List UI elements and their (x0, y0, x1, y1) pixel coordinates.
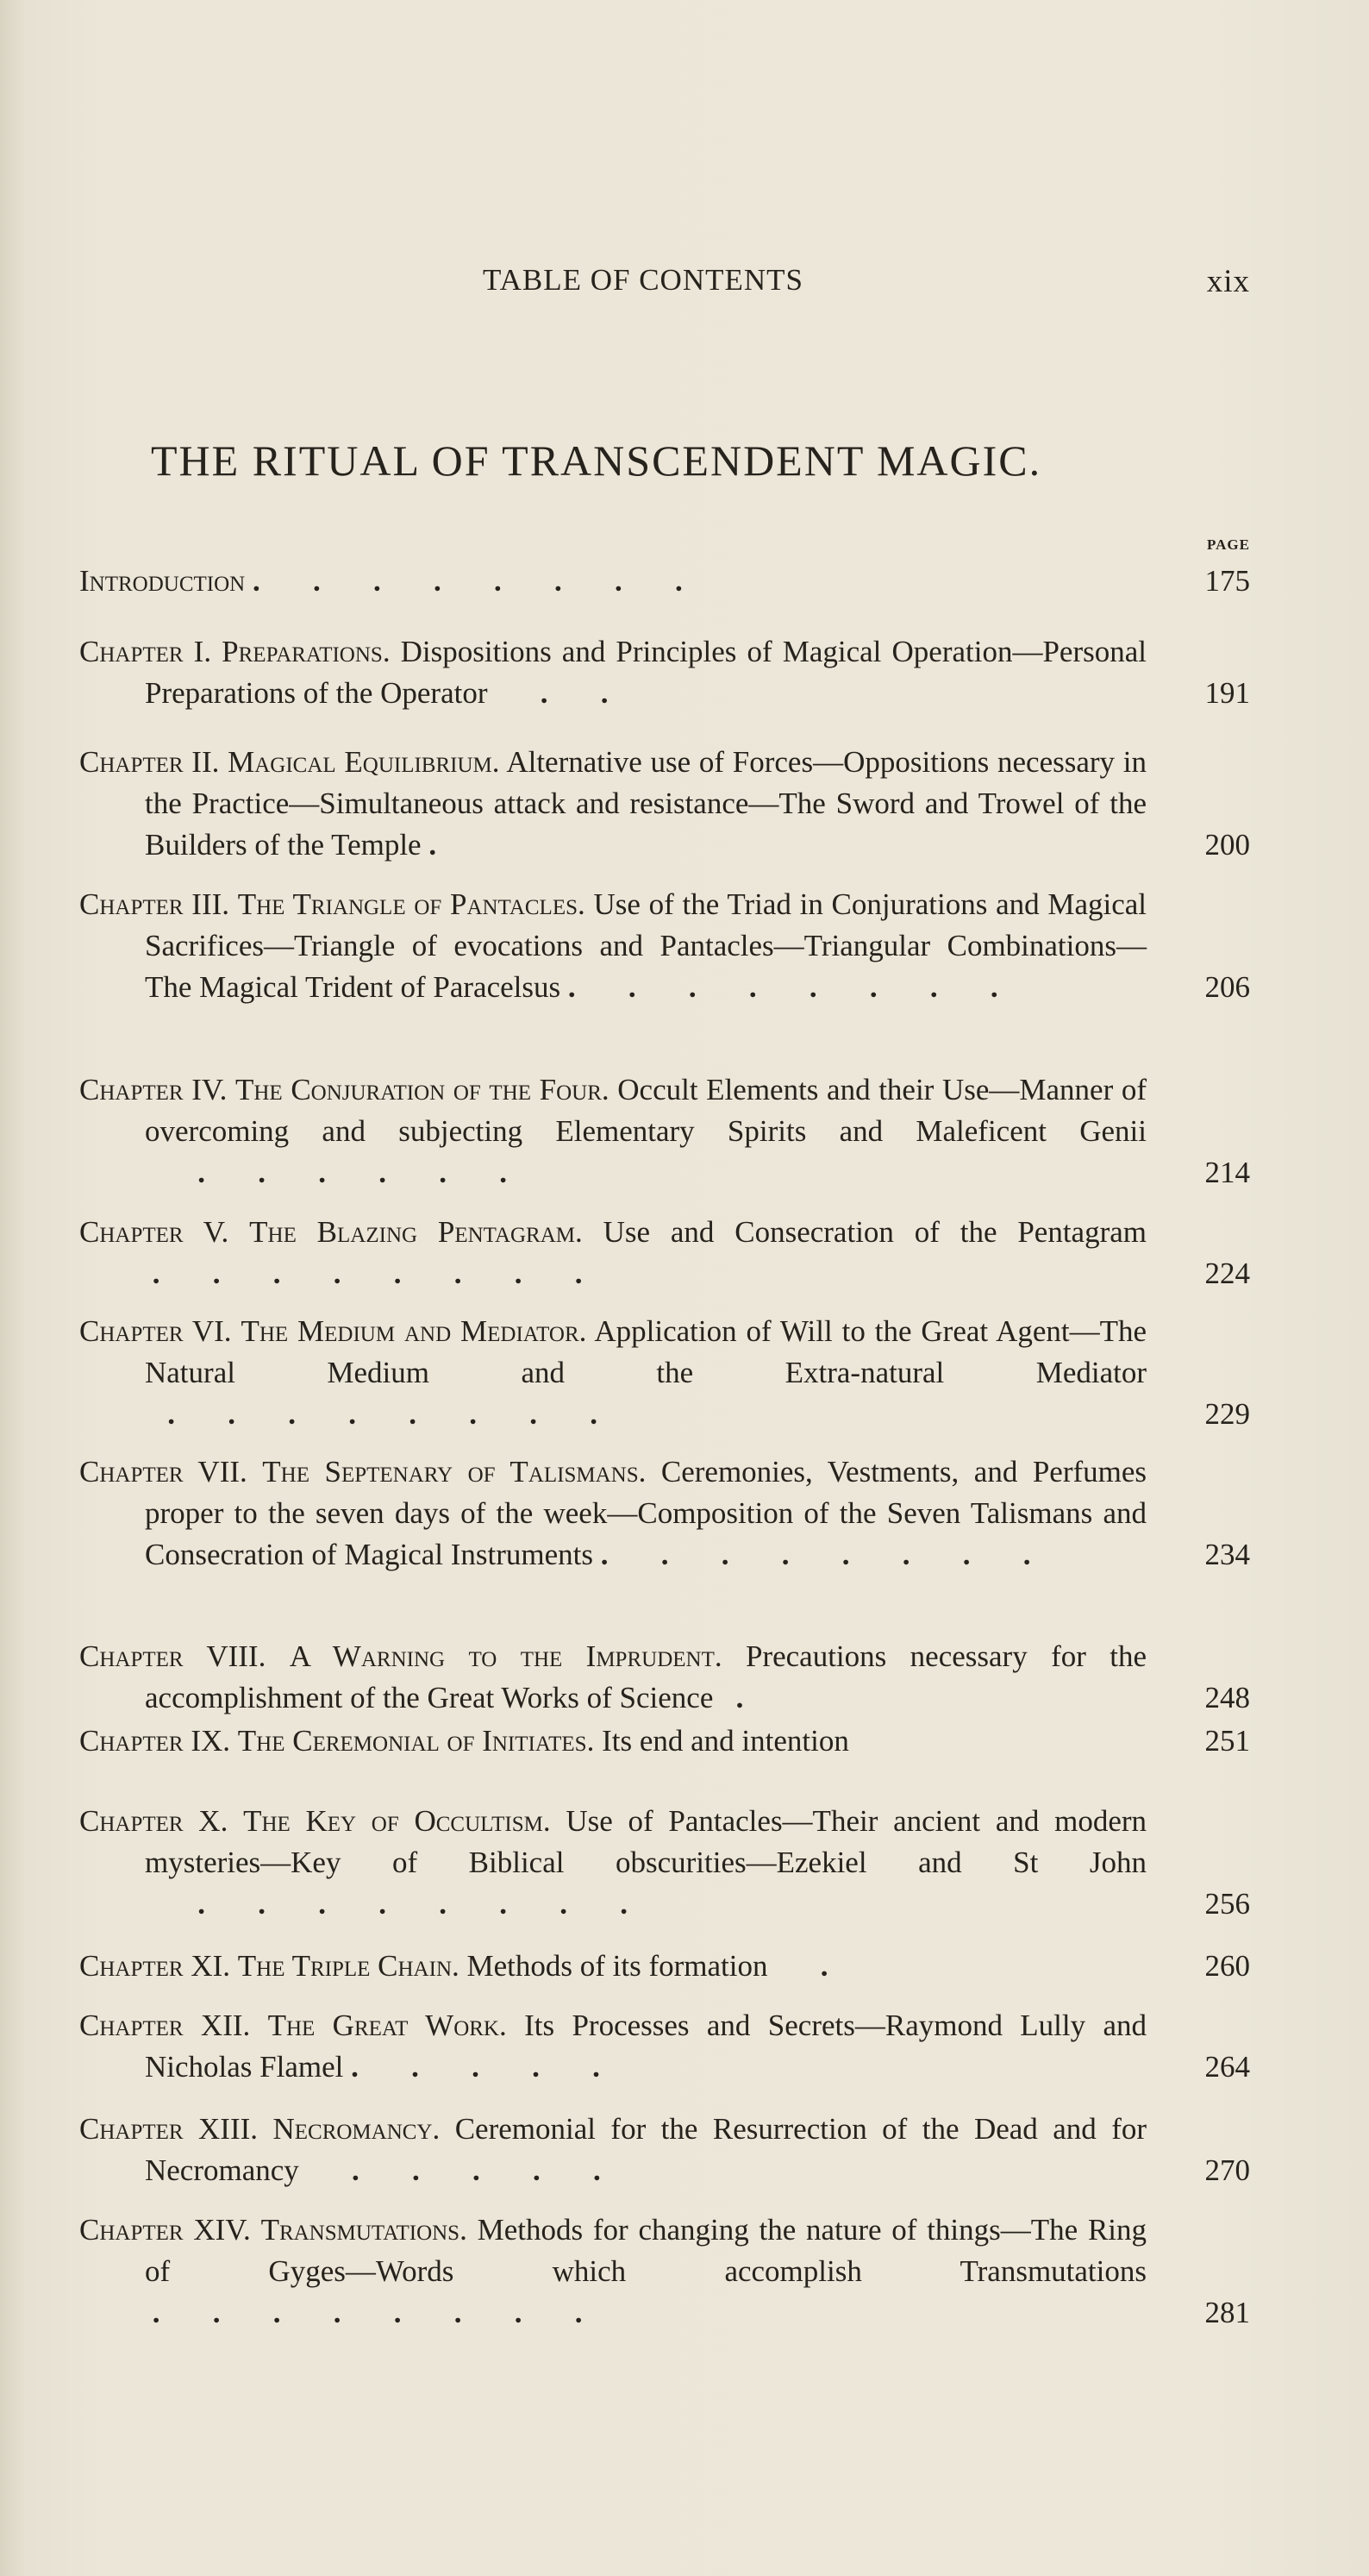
dot-leaders: . . (487, 676, 609, 710)
dot-leaders: . . . . . . (145, 1156, 507, 1189)
entry-description: Ceremonies, Vestments, and Perfumes proper to the seven days of the week—Composition of the Seven Talismans and Consecration of Magical Instruments (145, 1455, 1147, 1571)
entry-label: Chapter XII. (79, 2009, 251, 2042)
entry-page-number: 234 (1204, 1538, 1250, 1571)
entry-description: Application of Will to the Great Agent—The Natural Medium and the Extra-natural Mediator (145, 1314, 1147, 1389)
entry-description: Occult Elements and their Use—Manner of overcoming and subjecting Elementary Spirits and Maleficent Genii (145, 1073, 1147, 1148)
entry-description: Dispositions and Principles of Magical Operation—Personal Preparations of the Operator (145, 635, 1147, 710)
dot-leaders: . (713, 1681, 744, 1714)
entry-description: Methods for changing the nature of things—The Ring of Gyges—Words which accomplish Transmutations (145, 2213, 1147, 2288)
toc-entry-chapter-14 (79, 2209, 1250, 2334)
dot-leaders: . . . . . . . . (145, 2296, 583, 2329)
section-heading: THE RITUAL OF TRANSCENDENT MAGIC. (151, 436, 1042, 485)
toc-entry-chapter-13 (79, 2109, 1250, 2191)
toc-entry-chapter-8 (79, 1636, 1250, 1719)
entry-page-number: 256 (1204, 1887, 1250, 1921)
toc-entry-chapter-7 (79, 1451, 1250, 1576)
entry-description: Its Processes and Secrets—Raymond Lully and Nicholas Flamel (145, 2009, 1147, 2084)
entry-title: The Triple Chain. (237, 1949, 459, 1983)
entry-label: Chapter VI. (79, 1314, 232, 1348)
entry-title: The Conjuration of the Four. (235, 1073, 609, 1106)
toc-entry-chapter-5 (79, 1212, 1250, 1294)
entry-title: Magical Equilibrium. (228, 745, 500, 779)
dot-leaders: . (767, 1949, 828, 1983)
toc-entry-chapter-11 (79, 1946, 1250, 1987)
entry-label: Chapter VIII. (79, 1639, 266, 1673)
dot-leaders: . . . . . . . . (593, 1538, 1031, 1571)
entry-label: Chapter IV. (79, 1073, 228, 1106)
entry-title: The Key of Occultism. (243, 1804, 551, 1838)
entry-page-number: 248 (1204, 1681, 1250, 1714)
entry-page-number: 224 (1204, 1257, 1250, 1290)
entry-page-number: 281 (1204, 2296, 1250, 2329)
entry-page-number: 260 (1204, 1949, 1250, 1983)
entry-page-number: 251 (1204, 1724, 1250, 1758)
entry-title: The Great Work. (267, 2009, 507, 2042)
entry-title: A Warning to the Imprudent. (289, 1639, 722, 1673)
entry-page-number: 270 (1204, 2153, 1250, 2187)
toc-entry-chapter-10 (79, 1801, 1250, 1925)
entry-label: Chapter VII. (79, 1455, 247, 1489)
entry-description: Alternative use of Forces—Oppositions necessary in the Practice—Simultaneous attack and resistance—The Sword and Trowel of the Builders of the Temple (145, 745, 1147, 862)
entry-description: Methods of its formation (466, 1949, 768, 1983)
toc-entry-chapter-2 (79, 742, 1250, 866)
entry-page-number: 229 (1204, 1397, 1250, 1431)
entry-label: Chapter II. (79, 745, 220, 779)
page-number-folio: xix (1206, 264, 1250, 299)
dot-leaders: . . . . . (298, 2153, 601, 2187)
entry-page-number: 206 (1204, 970, 1250, 1004)
entry-page-number: 214 (1204, 1156, 1250, 1189)
entry-title: The Medium and Mediator. (241, 1314, 587, 1348)
dot-leaders: . (421, 828, 437, 862)
dot-leaders: . . . . . . . . (245, 564, 683, 598)
entry-page-number: 200 (1204, 828, 1250, 862)
entry-label: Chapter I. (79, 635, 212, 668)
entry-description: Precautions necessary for the accomplishment of the Great Works of Science (145, 1639, 1147, 1714)
entry-title: Necromancy. (272, 2112, 441, 2146)
entry-label: Chapter V. (79, 1215, 229, 1249)
toc-entry-chapter-9 (79, 1720, 1250, 1762)
entry-page-number: 264 (1204, 2050, 1250, 2084)
entry-label: Introduction (79, 564, 246, 598)
entry-page-number: 175 (1204, 564, 1250, 598)
dot-leaders: . . . . . . . . (145, 1397, 597, 1431)
toc-entry-chapter-6 (79, 1311, 1250, 1435)
entry-description: Use of the Triad in Conjurations and Magical Sacrifices—Triangle of evocations and Pantacles—Triangular Combinations—The Magical Trident of Paracelsus (145, 887, 1147, 1004)
entry-label: Chapter III. (79, 887, 230, 921)
toc-entry-chapter-12 (79, 2005, 1250, 2088)
running-head (0, 263, 1369, 306)
entry-title: The Blazing Pentagram. (249, 1215, 583, 1249)
entry-title: The Ceremonial of Initiates. (237, 1724, 595, 1758)
toc-entry-chapter-1 (79, 631, 1250, 714)
entry-title: The Septenary of Talismans. (262, 1455, 647, 1489)
entry-label: Chapter XI. (79, 1949, 231, 1983)
dot-leaders: . . . . . . . . (145, 1257, 583, 1290)
running-title: TABLE OF CONTENTS (483, 263, 803, 297)
entry-label: Chapter IX. (79, 1724, 231, 1758)
dot-leaders: . . . . . . . . (560, 970, 998, 1004)
entry-page-number: 191 (1204, 676, 1250, 710)
entry-label: Chapter XIV. (79, 2213, 251, 2247)
toc-entry-introduction (79, 561, 1250, 602)
dot-leaders: . . . . . (343, 2050, 600, 2084)
entry-description: Ceremonial for the Resurrection of the Dead and for Necromancy (145, 2112, 1147, 2187)
toc-entry-chapter-3 (79, 884, 1250, 1008)
entry-label: Chapter X. (79, 1804, 228, 1838)
entry-description: Its end and intention (602, 1724, 849, 1758)
dot-leaders: . . . . . . . . (145, 1887, 628, 1921)
entry-title: Transmutations. (260, 2213, 467, 2247)
entry-description: Use of Pantacles—Their ancient and modern mysteries—Key of Biblical obscurities—Ezekiel and St John (145, 1804, 1147, 1879)
entry-description: Use and Consecration of the Pentagram (603, 1215, 1147, 1249)
entry-label: Chapter XIII. (79, 2112, 259, 2146)
toc-entry-chapter-4 (79, 1069, 1250, 1194)
entry-title: The Triangle of Pantacles. (237, 887, 585, 921)
entry-title: Preparations. (222, 635, 391, 668)
page-column-label: PAGE (1207, 536, 1250, 553)
